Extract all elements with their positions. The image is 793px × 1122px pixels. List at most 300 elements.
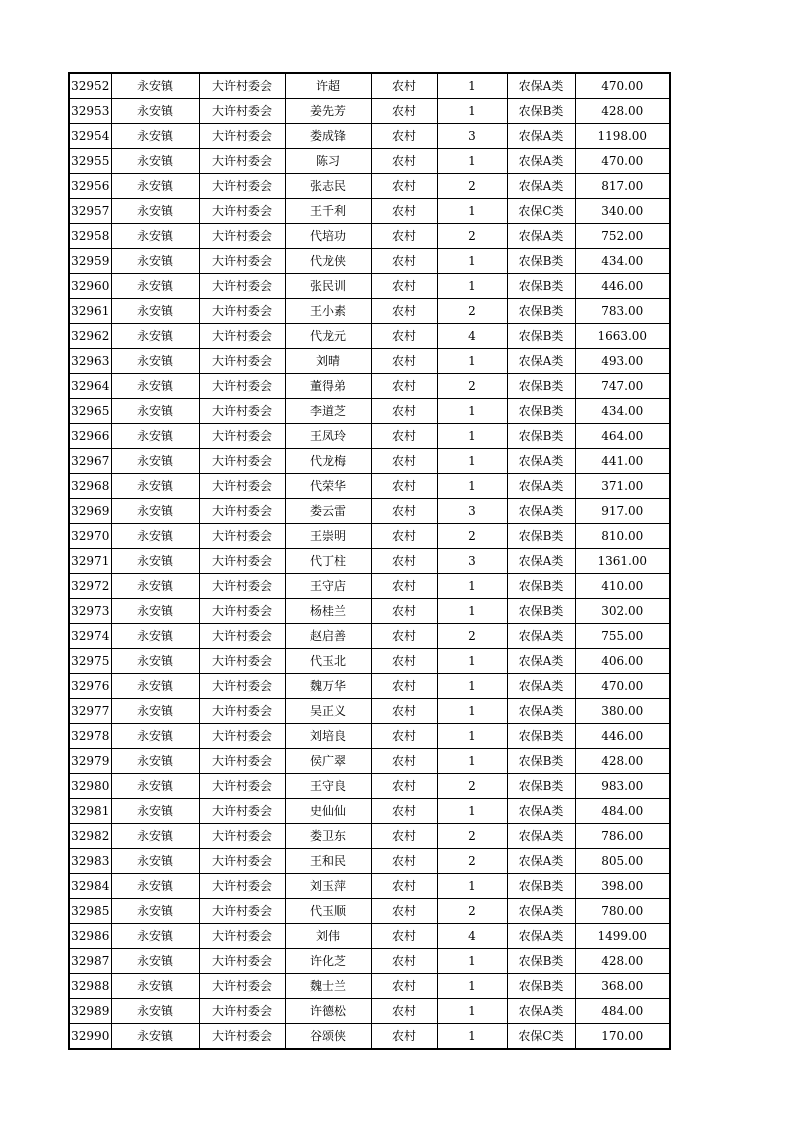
cell-type: 农村 bbox=[371, 999, 437, 1024]
cell-name: 谷颂侠 bbox=[285, 1024, 371, 1050]
cell-count: 1 bbox=[437, 649, 507, 674]
cell-category: 农保A类 bbox=[507, 624, 575, 649]
cell-name: 代荣华 bbox=[285, 474, 371, 499]
cell-type: 农村 bbox=[371, 524, 437, 549]
cell-id: 32975 bbox=[69, 649, 111, 674]
table-row bbox=[69, 499, 670, 524]
cell-village: 大许村委会 bbox=[199, 724, 285, 749]
cell-name: 王千利 bbox=[285, 199, 371, 224]
table-row bbox=[69, 474, 670, 499]
cell-village: 大许村委会 bbox=[199, 574, 285, 599]
cell-town: 永安镇 bbox=[111, 724, 199, 749]
cell-village: 大许村委会 bbox=[199, 899, 285, 924]
cell-count: 4 bbox=[437, 924, 507, 949]
cell-type: 农村 bbox=[371, 649, 437, 674]
cell-category: 农保B类 bbox=[507, 724, 575, 749]
cell-count: 1 bbox=[437, 474, 507, 499]
cell-id: 32969 bbox=[69, 499, 111, 524]
cell-category: 农保B类 bbox=[507, 99, 575, 124]
cell-name: 李道芝 bbox=[285, 399, 371, 424]
cell-id: 32987 bbox=[69, 949, 111, 974]
cell-type: 农村 bbox=[371, 499, 437, 524]
cell-amount: 783.00 bbox=[575, 299, 670, 324]
cell-town: 永安镇 bbox=[111, 999, 199, 1024]
cell-count: 1 bbox=[437, 949, 507, 974]
cell-town: 永安镇 bbox=[111, 174, 199, 199]
cell-town: 永安镇 bbox=[111, 249, 199, 274]
cell-village: 大许村委会 bbox=[199, 999, 285, 1024]
table-row bbox=[69, 149, 670, 174]
cell-type: 农村 bbox=[371, 774, 437, 799]
cell-id: 32989 bbox=[69, 999, 111, 1024]
cell-village: 大许村委会 bbox=[199, 924, 285, 949]
cell-category: 农保B类 bbox=[507, 274, 575, 299]
table-row bbox=[69, 799, 670, 824]
cell-village: 大许村委会 bbox=[199, 149, 285, 174]
cell-id: 32960 bbox=[69, 274, 111, 299]
cell-id: 32953 bbox=[69, 99, 111, 124]
cell-id: 32984 bbox=[69, 874, 111, 899]
cell-type: 农村 bbox=[371, 374, 437, 399]
cell-id: 32977 bbox=[69, 699, 111, 724]
table-row bbox=[69, 399, 670, 424]
cell-amount: 410.00 bbox=[575, 574, 670, 599]
cell-amount: 441.00 bbox=[575, 449, 670, 474]
cell-category: 农保B类 bbox=[507, 874, 575, 899]
cell-id: 32971 bbox=[69, 549, 111, 574]
cell-count: 2 bbox=[437, 299, 507, 324]
cell-id: 32983 bbox=[69, 849, 111, 874]
cell-name: 王守店 bbox=[285, 574, 371, 599]
cell-count: 1 bbox=[437, 874, 507, 899]
cell-count: 1 bbox=[437, 99, 507, 124]
cell-count: 2 bbox=[437, 774, 507, 799]
cell-category: 农保A类 bbox=[507, 224, 575, 249]
cell-village: 大许村委会 bbox=[199, 124, 285, 149]
cell-name: 代龙元 bbox=[285, 324, 371, 349]
cell-name: 王凤玲 bbox=[285, 424, 371, 449]
cell-name: 王小素 bbox=[285, 299, 371, 324]
table-row bbox=[69, 324, 670, 349]
cell-count: 1 bbox=[437, 749, 507, 774]
cell-count: 1 bbox=[437, 399, 507, 424]
cell-amount: 786.00 bbox=[575, 824, 670, 849]
cell-town: 永安镇 bbox=[111, 949, 199, 974]
cell-type: 农村 bbox=[371, 99, 437, 124]
cell-amount: 434.00 bbox=[575, 399, 670, 424]
cell-category: 农保A类 bbox=[507, 73, 575, 99]
cell-name: 姜先芳 bbox=[285, 99, 371, 124]
table-row bbox=[69, 299, 670, 324]
cell-type: 农村 bbox=[371, 549, 437, 574]
cell-amount: 484.00 bbox=[575, 799, 670, 824]
cell-town: 永安镇 bbox=[111, 624, 199, 649]
cell-village: 大许村委会 bbox=[199, 224, 285, 249]
cell-type: 农村 bbox=[371, 174, 437, 199]
cell-town: 永安镇 bbox=[111, 899, 199, 924]
cell-village: 大许村委会 bbox=[199, 874, 285, 899]
cell-village: 大许村委会 bbox=[199, 99, 285, 124]
cell-amount: 470.00 bbox=[575, 149, 670, 174]
table-row bbox=[69, 1024, 670, 1050]
data-table bbox=[68, 72, 671, 1050]
cell-count: 1 bbox=[437, 424, 507, 449]
cell-type: 农村 bbox=[371, 299, 437, 324]
table-row bbox=[69, 749, 670, 774]
cell-town: 永安镇 bbox=[111, 874, 199, 899]
cell-village: 大许村委会 bbox=[199, 199, 285, 224]
cell-town: 永安镇 bbox=[111, 349, 199, 374]
cell-category: 农保B类 bbox=[507, 249, 575, 274]
cell-count: 2 bbox=[437, 624, 507, 649]
cell-town: 永安镇 bbox=[111, 399, 199, 424]
cell-category: 农保B类 bbox=[507, 774, 575, 799]
cell-count: 1 bbox=[437, 674, 507, 699]
cell-name: 代龙侠 bbox=[285, 249, 371, 274]
cell-count: 1 bbox=[437, 199, 507, 224]
cell-id: 32959 bbox=[69, 249, 111, 274]
cell-category: 农保A类 bbox=[507, 149, 575, 174]
cell-id: 32980 bbox=[69, 774, 111, 799]
cell-town: 永安镇 bbox=[111, 449, 199, 474]
table-row bbox=[69, 124, 670, 149]
table-row bbox=[69, 199, 670, 224]
cell-amount: 1499.00 bbox=[575, 924, 670, 949]
cell-type: 农村 bbox=[371, 249, 437, 274]
cell-town: 永安镇 bbox=[111, 124, 199, 149]
cell-category: 农保C类 bbox=[507, 199, 575, 224]
table-body bbox=[69, 73, 670, 1049]
cell-town: 永安镇 bbox=[111, 499, 199, 524]
cell-category: 农保B类 bbox=[507, 374, 575, 399]
cell-amount: 917.00 bbox=[575, 499, 670, 524]
cell-amount: 371.00 bbox=[575, 474, 670, 499]
cell-count: 1 bbox=[437, 599, 507, 624]
cell-name: 娄卫东 bbox=[285, 824, 371, 849]
cell-village: 大许村委会 bbox=[199, 674, 285, 699]
cell-name: 史仙仙 bbox=[285, 799, 371, 824]
cell-count: 2 bbox=[437, 899, 507, 924]
cell-id: 32988 bbox=[69, 974, 111, 999]
cell-type: 农村 bbox=[371, 324, 437, 349]
cell-name: 许超 bbox=[285, 73, 371, 99]
cell-category: 农保A类 bbox=[507, 174, 575, 199]
cell-count: 2 bbox=[437, 849, 507, 874]
cell-id: 32957 bbox=[69, 199, 111, 224]
cell-category: 农保A类 bbox=[507, 499, 575, 524]
cell-town: 永安镇 bbox=[111, 474, 199, 499]
cell-count: 1 bbox=[437, 149, 507, 174]
cell-village: 大许村委会 bbox=[199, 174, 285, 199]
cell-amount: 493.00 bbox=[575, 349, 670, 374]
cell-category: 农保B类 bbox=[507, 324, 575, 349]
cell-category: 农保A类 bbox=[507, 124, 575, 149]
cell-amount: 817.00 bbox=[575, 174, 670, 199]
cell-amount: 302.00 bbox=[575, 599, 670, 624]
cell-category: 农保A类 bbox=[507, 474, 575, 499]
cell-type: 农村 bbox=[371, 724, 437, 749]
cell-village: 大许村委会 bbox=[199, 624, 285, 649]
cell-amount: 470.00 bbox=[575, 73, 670, 99]
cell-id: 32990 bbox=[69, 1024, 111, 1050]
cell-name: 陈习 bbox=[285, 149, 371, 174]
cell-id: 32963 bbox=[69, 349, 111, 374]
cell-town: 永安镇 bbox=[111, 849, 199, 874]
cell-amount: 428.00 bbox=[575, 99, 670, 124]
cell-village: 大许村委会 bbox=[199, 824, 285, 849]
table-row bbox=[69, 624, 670, 649]
cell-type: 农村 bbox=[371, 749, 437, 774]
cell-name: 王崇明 bbox=[285, 524, 371, 549]
cell-village: 大许村委会 bbox=[199, 799, 285, 824]
cell-village: 大许村委会 bbox=[199, 73, 285, 99]
cell-amount: 1198.00 bbox=[575, 124, 670, 149]
cell-name: 刘伟 bbox=[285, 924, 371, 949]
cell-name: 魏万华 bbox=[285, 674, 371, 699]
cell-name: 刘晴 bbox=[285, 349, 371, 374]
cell-name: 代培功 bbox=[285, 224, 371, 249]
table-row bbox=[69, 899, 670, 924]
cell-category: 农保B类 bbox=[507, 949, 575, 974]
cell-category: 农保A类 bbox=[507, 699, 575, 724]
cell-amount: 446.00 bbox=[575, 724, 670, 749]
table-row bbox=[69, 649, 670, 674]
cell-amount: 428.00 bbox=[575, 749, 670, 774]
cell-count: 1 bbox=[437, 73, 507, 99]
table-row bbox=[69, 974, 670, 999]
cell-type: 农村 bbox=[371, 849, 437, 874]
cell-type: 农村 bbox=[371, 149, 437, 174]
cell-town: 永安镇 bbox=[111, 699, 199, 724]
cell-name: 娄成锋 bbox=[285, 124, 371, 149]
cell-id: 32961 bbox=[69, 299, 111, 324]
cell-id: 32985 bbox=[69, 899, 111, 924]
cell-category: 农保A类 bbox=[507, 449, 575, 474]
table-row bbox=[69, 549, 670, 574]
table-row bbox=[69, 774, 670, 799]
cell-town: 永安镇 bbox=[111, 524, 199, 549]
cell-type: 农村 bbox=[371, 874, 437, 899]
cell-id: 32952 bbox=[69, 73, 111, 99]
cell-town: 永安镇 bbox=[111, 99, 199, 124]
cell-amount: 1663.00 bbox=[575, 324, 670, 349]
cell-town: 永安镇 bbox=[111, 149, 199, 174]
cell-village: 大许村委会 bbox=[199, 399, 285, 424]
cell-count: 3 bbox=[437, 499, 507, 524]
cell-village: 大许村委会 bbox=[199, 349, 285, 374]
cell-amount: 340.00 bbox=[575, 199, 670, 224]
cell-id: 32965 bbox=[69, 399, 111, 424]
table-row bbox=[69, 874, 670, 899]
cell-id: 32976 bbox=[69, 674, 111, 699]
cell-id: 32974 bbox=[69, 624, 111, 649]
cell-type: 农村 bbox=[371, 799, 437, 824]
cell-village: 大许村委会 bbox=[199, 474, 285, 499]
cell-type: 农村 bbox=[371, 474, 437, 499]
cell-category: 农保B类 bbox=[507, 424, 575, 449]
cell-type: 农村 bbox=[371, 624, 437, 649]
table-row bbox=[69, 374, 670, 399]
cell-town: 永安镇 bbox=[111, 1024, 199, 1050]
cell-name: 吴正义 bbox=[285, 699, 371, 724]
cell-id: 32956 bbox=[69, 174, 111, 199]
cell-village: 大许村委会 bbox=[199, 374, 285, 399]
cell-village: 大许村委会 bbox=[199, 699, 285, 724]
cell-category: 农保B类 bbox=[507, 524, 575, 549]
cell-type: 农村 bbox=[371, 224, 437, 249]
table-row bbox=[69, 849, 670, 874]
cell-count: 1 bbox=[437, 974, 507, 999]
cell-count: 3 bbox=[437, 549, 507, 574]
cell-village: 大许村委会 bbox=[199, 449, 285, 474]
cell-count: 4 bbox=[437, 324, 507, 349]
cell-id: 32981 bbox=[69, 799, 111, 824]
cell-type: 农村 bbox=[371, 824, 437, 849]
cell-amount: 755.00 bbox=[575, 624, 670, 649]
cell-town: 永安镇 bbox=[111, 374, 199, 399]
cell-type: 农村 bbox=[371, 274, 437, 299]
cell-category: 农保A类 bbox=[507, 849, 575, 874]
cell-amount: 983.00 bbox=[575, 774, 670, 799]
cell-town: 永安镇 bbox=[111, 649, 199, 674]
cell-id: 32962 bbox=[69, 324, 111, 349]
table-row bbox=[69, 824, 670, 849]
cell-town: 永安镇 bbox=[111, 274, 199, 299]
table-row bbox=[69, 699, 670, 724]
cell-town: 永安镇 bbox=[111, 549, 199, 574]
table-row bbox=[69, 73, 670, 99]
cell-village: 大许村委会 bbox=[199, 749, 285, 774]
cell-amount: 1361.00 bbox=[575, 549, 670, 574]
cell-amount: 380.00 bbox=[575, 699, 670, 724]
cell-category: 农保B类 bbox=[507, 399, 575, 424]
cell-town: 永安镇 bbox=[111, 924, 199, 949]
cell-category: 农保A类 bbox=[507, 649, 575, 674]
cell-type: 农村 bbox=[371, 599, 437, 624]
cell-village: 大许村委会 bbox=[199, 299, 285, 324]
cell-name: 刘培良 bbox=[285, 724, 371, 749]
cell-category: 农保A类 bbox=[507, 549, 575, 574]
cell-amount: 170.00 bbox=[575, 1024, 670, 1050]
cell-category: 农保B类 bbox=[507, 974, 575, 999]
cell-town: 永安镇 bbox=[111, 324, 199, 349]
cell-count: 1 bbox=[437, 349, 507, 374]
cell-village: 大许村委会 bbox=[199, 499, 285, 524]
cell-town: 永安镇 bbox=[111, 974, 199, 999]
cell-count: 2 bbox=[437, 374, 507, 399]
cell-town: 永安镇 bbox=[111, 73, 199, 99]
table-row bbox=[69, 99, 670, 124]
cell-category: 农保A类 bbox=[507, 799, 575, 824]
cell-category: 农保B类 bbox=[507, 574, 575, 599]
cell-count: 1 bbox=[437, 574, 507, 599]
cell-category: 农保C类 bbox=[507, 1024, 575, 1050]
table-row bbox=[69, 999, 670, 1024]
cell-amount: 428.00 bbox=[575, 949, 670, 974]
cell-name: 代龙梅 bbox=[285, 449, 371, 474]
cell-name: 张志民 bbox=[285, 174, 371, 199]
cell-name: 许德松 bbox=[285, 999, 371, 1024]
cell-id: 32972 bbox=[69, 574, 111, 599]
cell-id: 32967 bbox=[69, 449, 111, 474]
cell-category: 农保A类 bbox=[507, 349, 575, 374]
table-row bbox=[69, 724, 670, 749]
cell-id: 32958 bbox=[69, 224, 111, 249]
cell-amount: 434.00 bbox=[575, 249, 670, 274]
cell-id: 32955 bbox=[69, 149, 111, 174]
cell-amount: 446.00 bbox=[575, 274, 670, 299]
cell-amount: 464.00 bbox=[575, 424, 670, 449]
table-row bbox=[69, 599, 670, 624]
cell-amount: 752.00 bbox=[575, 224, 670, 249]
cell-town: 永安镇 bbox=[111, 424, 199, 449]
cell-type: 农村 bbox=[371, 974, 437, 999]
cell-name: 侯广翠 bbox=[285, 749, 371, 774]
cell-type: 农村 bbox=[371, 399, 437, 424]
cell-name: 娄云雷 bbox=[285, 499, 371, 524]
cell-id: 32973 bbox=[69, 599, 111, 624]
cell-village: 大许村委会 bbox=[199, 1024, 285, 1050]
cell-amount: 368.00 bbox=[575, 974, 670, 999]
cell-type: 农村 bbox=[371, 449, 437, 474]
cell-id: 32986 bbox=[69, 924, 111, 949]
cell-name: 张民训 bbox=[285, 274, 371, 299]
cell-village: 大许村委会 bbox=[199, 549, 285, 574]
table-row bbox=[69, 174, 670, 199]
cell-village: 大许村委会 bbox=[199, 949, 285, 974]
cell-amount: 747.00 bbox=[575, 374, 670, 399]
cell-town: 永安镇 bbox=[111, 774, 199, 799]
cell-name: 董得弟 bbox=[285, 374, 371, 399]
table-row bbox=[69, 274, 670, 299]
cell-name: 魏士兰 bbox=[285, 974, 371, 999]
cell-amount: 805.00 bbox=[575, 849, 670, 874]
table-row bbox=[69, 524, 670, 549]
cell-category: 农保A类 bbox=[507, 824, 575, 849]
cell-name: 王守良 bbox=[285, 774, 371, 799]
table-row bbox=[69, 449, 670, 474]
cell-name: 许化芝 bbox=[285, 949, 371, 974]
cell-count: 1 bbox=[437, 724, 507, 749]
table-row bbox=[69, 349, 670, 374]
cell-type: 农村 bbox=[371, 199, 437, 224]
cell-village: 大许村委会 bbox=[199, 849, 285, 874]
cell-count: 1 bbox=[437, 449, 507, 474]
cell-id: 32970 bbox=[69, 524, 111, 549]
cell-count: 1 bbox=[437, 1024, 507, 1050]
cell-id: 32978 bbox=[69, 724, 111, 749]
cell-amount: 398.00 bbox=[575, 874, 670, 899]
cell-id: 32979 bbox=[69, 749, 111, 774]
cell-type: 农村 bbox=[371, 574, 437, 599]
cell-type: 农村 bbox=[371, 73, 437, 99]
cell-count: 1 bbox=[437, 249, 507, 274]
cell-category: 农保B类 bbox=[507, 749, 575, 774]
cell-category: 农保A类 bbox=[507, 924, 575, 949]
cell-type: 农村 bbox=[371, 674, 437, 699]
cell-town: 永安镇 bbox=[111, 299, 199, 324]
cell-type: 农村 bbox=[371, 124, 437, 149]
cell-count: 1 bbox=[437, 999, 507, 1024]
table-row bbox=[69, 949, 670, 974]
cell-name: 王和民 bbox=[285, 849, 371, 874]
cell-count: 1 bbox=[437, 699, 507, 724]
cell-type: 农村 bbox=[371, 899, 437, 924]
cell-amount: 470.00 bbox=[575, 674, 670, 699]
cell-count: 2 bbox=[437, 524, 507, 549]
cell-village: 大许村委会 bbox=[199, 324, 285, 349]
cell-id: 32954 bbox=[69, 124, 111, 149]
